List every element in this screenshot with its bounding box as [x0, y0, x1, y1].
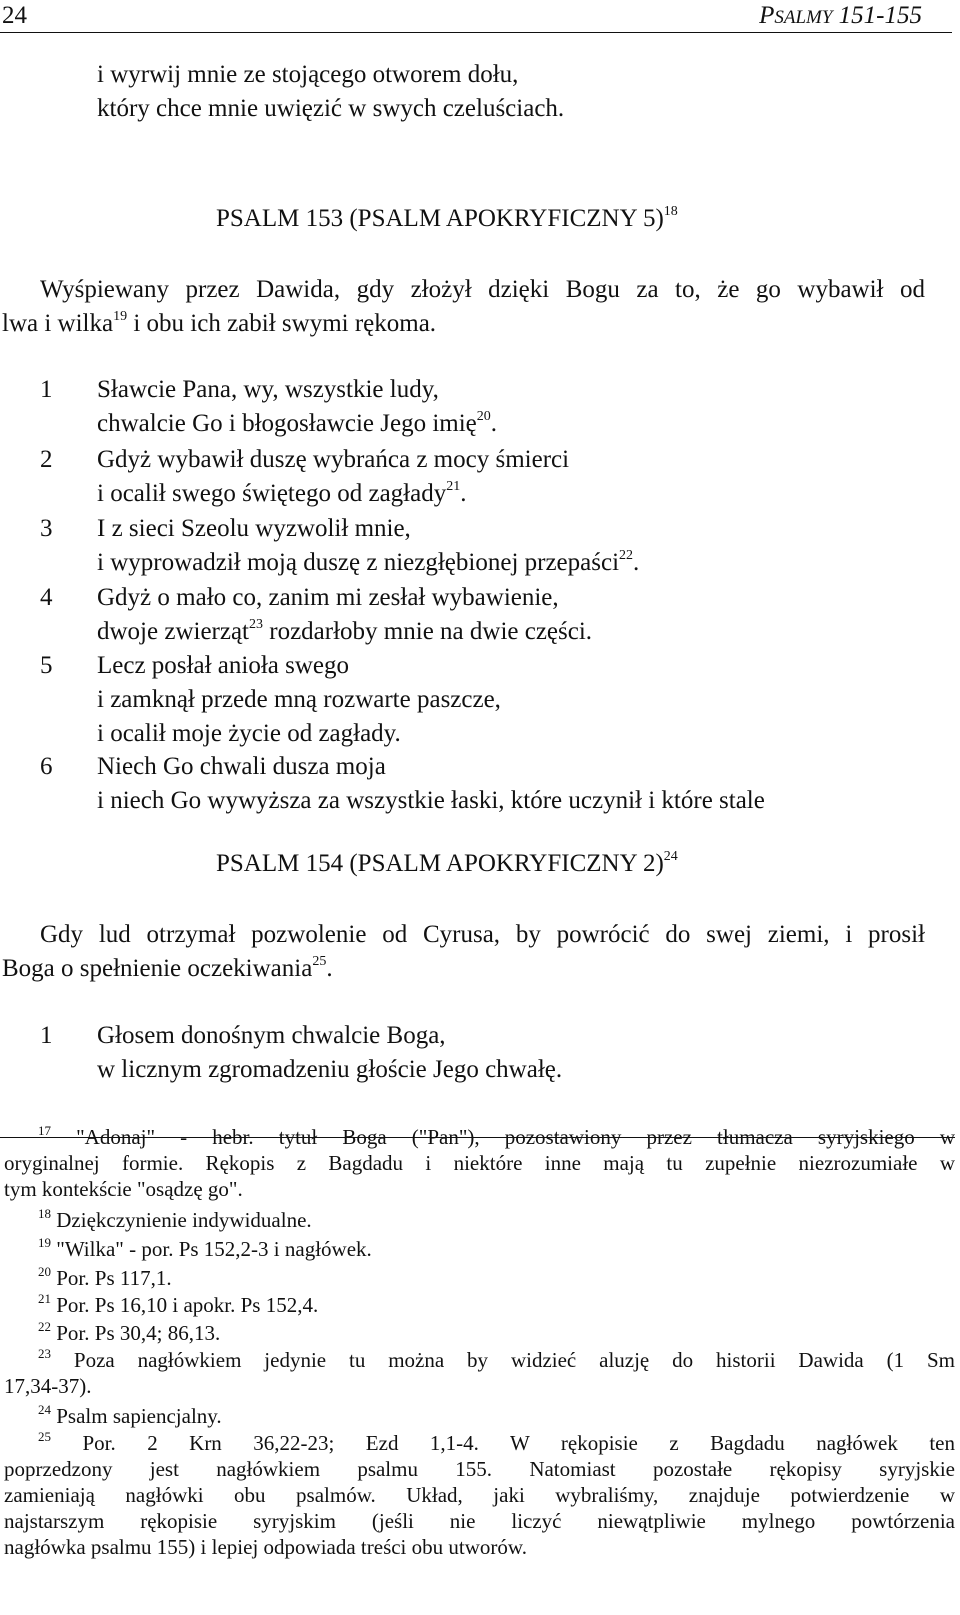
psalm-154-verse-1-line-1: Głosem donośnym chwalcie Boga,: [97, 1022, 446, 1049]
footnote-text: Por. Ps 16,10 i apokr. Ps 152,4.: [51, 1293, 319, 1317]
psalm-154-heading: [216, 850, 678, 878]
footnote-ref-21: 21: [446, 479, 461, 494]
page-number: 24: [2, 2, 27, 29]
psalm-154-verse-1-number: 1: [40, 1022, 53, 1049]
header-rule: [0, 32, 952, 33]
footnote-number: 18: [38, 1206, 51, 1221]
footnote-21: [4, 1292, 960, 1318]
footnote-number: 21: [38, 1291, 51, 1306]
footnote-25-line-2: poprzedzony jest nagłówkiem psalmu 155. Natomiast pozostałe rękopisy syryjskie: [4, 1457, 955, 1481]
verse-1-number: 1: [40, 376, 53, 403]
footnote-text: Dziękczynienie indywidualne.: [51, 1208, 312, 1232]
intro-end: .: [326, 955, 333, 982]
verse-text: chwalcie Go i błogosławcie Jego imię: [97, 410, 477, 437]
footnote-25-line-3: zamieniają nagłówki obu psalmów. Układ, jaki wybraliśmy, znajduje potwierdzenie w: [4, 1483, 955, 1507]
running-title-numbers: 151-155: [832, 2, 922, 29]
footnote-number: 20: [38, 1264, 51, 1279]
continuation-line-1: i wyrwij mnie ze stojącego otworem dołu,: [97, 61, 519, 88]
footnote-ref-18: 18: [663, 204, 678, 219]
footnote-17-line-2: oryginalnej formie. Rękopis z Bagdadu i niektóre inne mają tu zupełnie niezrozumiałe w: [4, 1151, 955, 1175]
footnote-number: 24: [38, 1402, 51, 1417]
verse-text: i wyprowadził moją duszę z niezgłębionej przepaści: [97, 549, 620, 576]
verse-3-number: 3: [40, 515, 53, 542]
footnote-23: [4, 1347, 955, 1399]
footnote-25-line-4: najstarszym rękopisie syryjskim (jeśli nie liczyć niewątpliwie mylnego powtórzenia: [4, 1509, 955, 1533]
verse-4-number: 4: [40, 584, 53, 611]
verse-6-line-1: Niech Go chwali dusza moja: [97, 753, 386, 780]
footnote-25-line-5: nagłówka psalmu 155) i lepiej odpowiada treści obu utworów.: [4, 1535, 527, 1559]
verse-end: .: [633, 549, 640, 576]
psalm-153-heading: [216, 205, 678, 233]
footnote-18: [4, 1207, 960, 1233]
verse-4-line-1: Gdyż o mało co, zanim mi zesłał wybawienie,: [97, 584, 559, 611]
footnote-text: Por. 2 Krn 36,22-23; Ezd 1,1-4. W rękopisie z Bagdadu nagłówek ten: [51, 1431, 955, 1455]
verse-6-number: 6: [40, 753, 53, 780]
verse-6-line-2: i niech Go wywyższa za wszystkie łaski, które uczynił i które stale: [97, 787, 765, 814]
psalm-154-intro-line-1: Gdy lud otrzymał pozwolenie od Cyrusa, by powrócić do swej ziemi, i prosił: [40, 921, 925, 948]
verse-1-line-1: Sławcie Pana, wy, wszystkie ludy,: [97, 376, 439, 403]
footnote-17: [4, 1124, 955, 1202]
footnote-25-line-1: [4, 1430, 955, 1456]
footnote-text: Poza nagłówkiem jedynie tu można by widzieć aluzję do historii Dawida (1 Sm: [51, 1348, 955, 1372]
footnote-ref-20: 20: [476, 409, 491, 424]
verse-3-line-2: [97, 546, 639, 580]
footnote-number: 22: [38, 1319, 51, 1334]
footnote-text: Por. Ps 117,1.: [51, 1266, 172, 1290]
verse-5-line-3: i ocalił moje życie od zagłady.: [97, 720, 401, 747]
footnote-ref-24: 24: [663, 849, 678, 864]
psalm-153-intro-line-1: Wyśpiewany przez Dawida, gdy złożył dzięki Bogu za to, że go wybawił od: [40, 276, 925, 303]
verse-5-number: 5: [40, 652, 53, 679]
running-title-initial: P: [759, 2, 775, 29]
verse-end: .: [490, 410, 497, 437]
verse-5-line-1: Lecz posłał anioła swego: [97, 652, 349, 679]
verse-end: .: [460, 480, 467, 507]
footnote-17-line-3: tym kontekście "osądzę go".: [4, 1177, 243, 1201]
verse-2-line-2: [97, 477, 466, 511]
verse-end: rozdarłoby mnie na dwie części.: [263, 618, 593, 645]
verse-3-line-1: I z sieci Szeolu wyzwolił mnie,: [97, 515, 411, 542]
footnote-20: [4, 1265, 960, 1291]
footnote-text: Psalm sapiencjalny.: [51, 1404, 222, 1428]
verse-1-line-2: [97, 407, 497, 441]
footnote-number: 19: [38, 1235, 51, 1250]
continuation-line-2: który chce mnie uwięzić w swych czeluściach.: [97, 95, 565, 122]
footnote-23-line-1: [4, 1347, 955, 1373]
running-title: [759, 2, 922, 30]
footnote-19: [4, 1236, 960, 1262]
intro-text-b: i obu ich zabił swymi rękoma.: [127, 310, 437, 337]
footnote-number: 23: [38, 1346, 51, 1361]
footnote-23-line-2: 17,34-37).: [4, 1374, 92, 1398]
verse-2-line-1: Gdyż wybawił duszę wybrańca z mocy śmierci: [97, 446, 570, 473]
verse-5-line-2: i zamknął przede mną rozwarte paszcze,: [97, 686, 501, 713]
intro-text-a: lwa i wilka: [2, 310, 114, 337]
footnote-text: "Wilka" - por. Ps 152,2-3 i nagłówek.: [51, 1237, 372, 1261]
intro-text: Boga o spełnienie oczekiwania: [2, 955, 313, 982]
footnote-17-line-1: [4, 1124, 955, 1150]
footnote-ref-25: 25: [312, 954, 327, 969]
psalm-154-intro-line-2: [2, 952, 333, 986]
footnote-25: [4, 1430, 955, 1560]
running-title-smallcaps: SALMY: [774, 7, 833, 28]
psalm-154-heading-text: PSALM 154 (PSALM APOKRYFICZNY 2): [216, 850, 664, 877]
verse-4-line-2: [97, 615, 592, 649]
footnote-ref-23: 23: [249, 617, 264, 632]
psalm-153-heading-text: PSALM 153 (PSALM APOKRYFICZNY 5): [216, 205, 664, 232]
verse-text: dwoje zwierząt: [97, 618, 250, 645]
footnote-ref-19: 19: [113, 309, 128, 324]
footnote-22: [4, 1320, 960, 1346]
footnote-number: 25: [38, 1429, 51, 1444]
footnote-number: 17: [38, 1123, 51, 1138]
footnote-text: Por. Ps 30,4; 86,13.: [51, 1321, 221, 1345]
psalm-154-verse-1-line-2: w licznym zgromadzeniu głoście Jego chwałę.: [97, 1056, 563, 1083]
footnote-24: [4, 1403, 960, 1429]
verse-text: i ocalił swego świętego od zagłady: [97, 480, 447, 507]
footnote-text: "Adonaj" - hebr. tytuł Boga ("Pan"), pozostawiony przez tłumacza syryjskiego w: [51, 1125, 955, 1149]
footnote-ref-22: 22: [619, 548, 634, 563]
verse-2-number: 2: [40, 446, 53, 473]
psalm-153-intro-line-2: [2, 307, 436, 341]
